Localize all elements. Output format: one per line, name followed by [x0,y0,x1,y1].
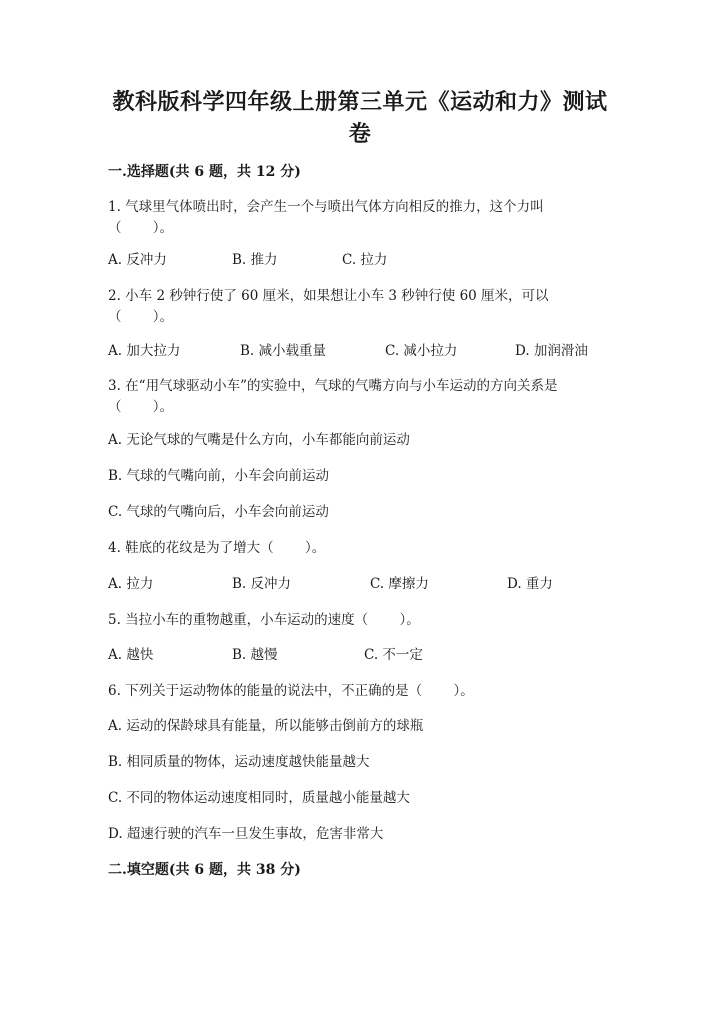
question-4-option-d: D. 重力 [507,576,553,592]
question-4-text: 4. 鞋底的花纹是为了增大（ ）。 [108,540,326,556]
question-2-option-c: C. 减小拉力 [385,343,458,359]
question-5-option-b: B. 越慢 [232,647,278,663]
exam-title-line1: 教科版科学四年级上册第三单元《运动和力》测试 [112,89,608,115]
question-3-option-c: C. 气球的气嘴向后，小车会向前运动 [108,504,329,520]
question-3-text: 3. 在“用气球驱动小车”的实验中，气球的气嘴方向与小车运动的方向关系是 [108,378,558,394]
section-heading-choice: 一.选择题(共 6 题，共 12 分) [108,164,301,180]
exam-title [100,86,620,150]
question-2-option-d: D. 加润滑油 [515,343,588,359]
section-heading-fill: 二.填空题(共 6 题，共 38 分) [108,862,301,878]
question-1-blank: （ ）。 [108,220,174,236]
question-3-blank: （ ）。 [108,399,174,415]
question-2-blank: （ ）。 [108,309,174,325]
exam-title-line2: 卷 [348,121,372,147]
question-5-option-a: A. 越快 [108,647,154,663]
question-5-text: 5. 当拉小车的重物越重，小车运动的速度（ ）。 [108,612,420,628]
question-3-option-a: A. 无论气球的气嘴是什么方向，小车都能向前运动 [108,432,410,448]
question-2-option-b: B. 减小载重量 [240,343,327,359]
question-6-option-a: A. 运动的保龄球具有能量，所以能够击倒前方的球瓶 [108,718,424,734]
question-1-text: 1. 气球里气体喷出时，会产生一个与喷出气体方向相反的推力，这个力叫 [108,199,544,215]
question-6-option-d: D. 超速行驶的汽车一旦发生事故，危害非常大 [108,826,384,842]
question-2-option-a: A. 加大拉力 [108,343,181,359]
question-4-option-c: C. 摩擦力 [370,576,429,592]
question-2-text: 2. 小车 2 秒钟行使了 60 厘米，如果想让小车 3 秒钟行使 60 厘米，可以 [108,288,549,304]
question-4-option-a: A. 拉力 [108,576,154,592]
question-1-option-b: B. 推力 [232,252,278,268]
question-6-text: 6. 下列关于运动物体的能量的说法中，不正确的是（ ）。 [108,683,474,699]
question-6-option-c: C. 不同的物体运动速度相同时，质量越小能量越大 [108,790,410,806]
question-5-option-c: C. 不一定 [364,647,423,663]
question-6-option-b: B. 相同质量的物体，运动速度越快能量越大 [108,754,370,770]
question-4-option-b: B. 反冲力 [232,576,292,592]
question-3-option-b: B. 气球的气嘴向前，小车会向前运动 [108,468,330,484]
question-1-option-c: C. 拉力 [342,252,388,268]
question-1-option-a: A. 反冲力 [108,252,167,268]
